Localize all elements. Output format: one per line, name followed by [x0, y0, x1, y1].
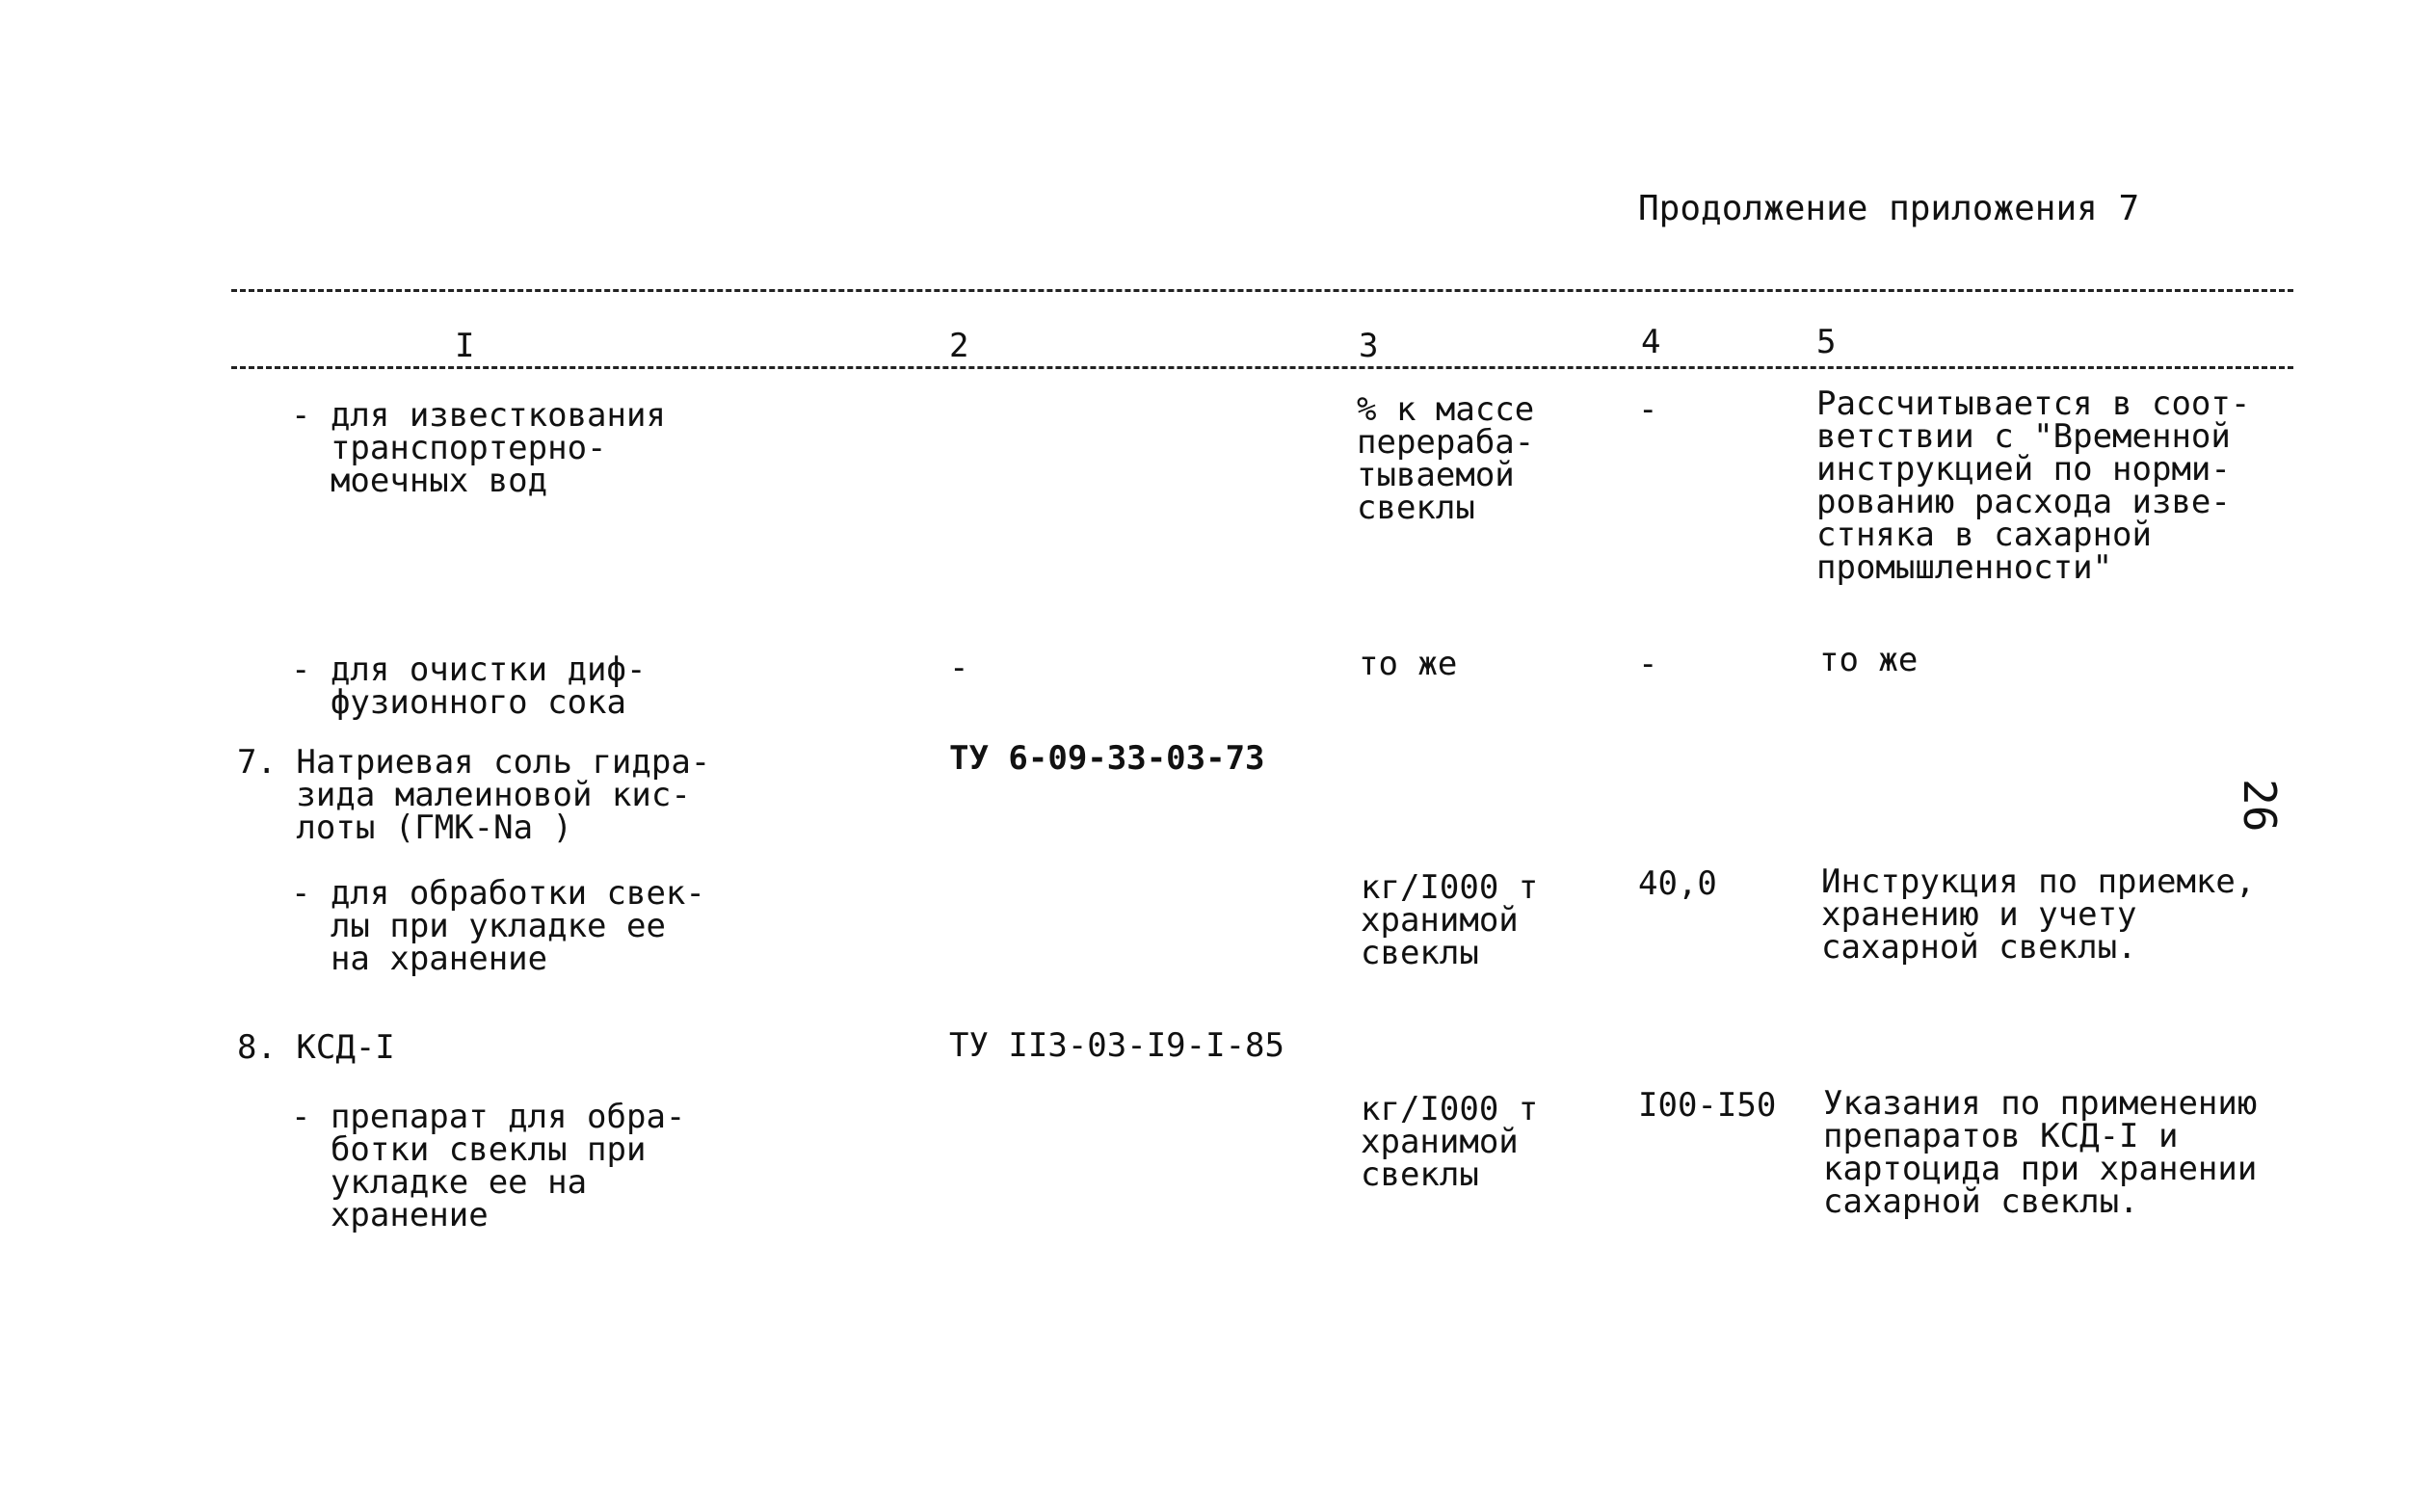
- row-2-col-2: -: [949, 649, 969, 687]
- row-3-col-2: ТУ 6-09-33-03-73: [949, 739, 1265, 778]
- row-2-col-4: -: [1638, 645, 1658, 683]
- row-3-col-1: 7. Натриевая соль гидра- зида малеиновой кис- лоты (ГМК-Na ): [237, 743, 711, 847]
- row-6-col-4: I00-I50: [1638, 1086, 1777, 1125]
- column-header-1: I: [455, 327, 475, 365]
- row-5-col-2: ТУ II3-03-I9-I-85: [949, 1026, 1284, 1065]
- row-4-col-3: кг/I000 т хранимой свеклы: [1361, 868, 1539, 972]
- column-header-2: 2: [949, 327, 969, 365]
- row-1-col-1: - для известкования транспортерно- моечных вод: [291, 396, 666, 500]
- table-top-rule: [231, 289, 2293, 292]
- header-bottom-rule: [231, 366, 2293, 369]
- row-6-col-5: Указания по применению препаратов КСД-I и картоцида при хранении сахарной свеклы.: [1823, 1084, 2258, 1221]
- row-2-col-1: - для очистки диф- фузионного сока: [291, 650, 647, 722]
- row-1-col-4: -: [1638, 390, 1658, 429]
- row-2-col-3: то же: [1359, 645, 1458, 683]
- row-1-col-3: % к массе перераба- тываемой свеклы: [1357, 390, 1535, 527]
- column-header-3: 3: [1359, 327, 1379, 365]
- row-4-col-4: 40,0: [1638, 864, 1717, 903]
- page-number: 26: [2234, 779, 2286, 833]
- row-2-col-5: то же: [1819, 641, 1919, 679]
- row-6-col-3: кг/I000 т хранимой свеклы: [1361, 1090, 1539, 1194]
- column-header-4: 4: [1641, 323, 1661, 361]
- row-4-col-5: Инструкция по приемке, хранению и учету сахарной свеклы.: [1821, 862, 2256, 967]
- row-4-col-1: - для обработки свек- лы при укладке ее на хранение: [291, 874, 705, 978]
- row-6-col-1: - препарат для обра- ботки свеклы при укладке ее на хранение: [291, 1098, 686, 1234]
- row-1-col-5: Рассчитывается в соот- ветствии с "Временной инструкцией по норми- рованию расхода изве- стняка в сахарной промышленности": [1816, 385, 2251, 587]
- row-5-col-1: 8. КСД-I: [237, 1028, 395, 1067]
- column-header-5: 5: [1816, 323, 1837, 361]
- continuation-heading: Продолжение приложения 7: [1638, 189, 2140, 228]
